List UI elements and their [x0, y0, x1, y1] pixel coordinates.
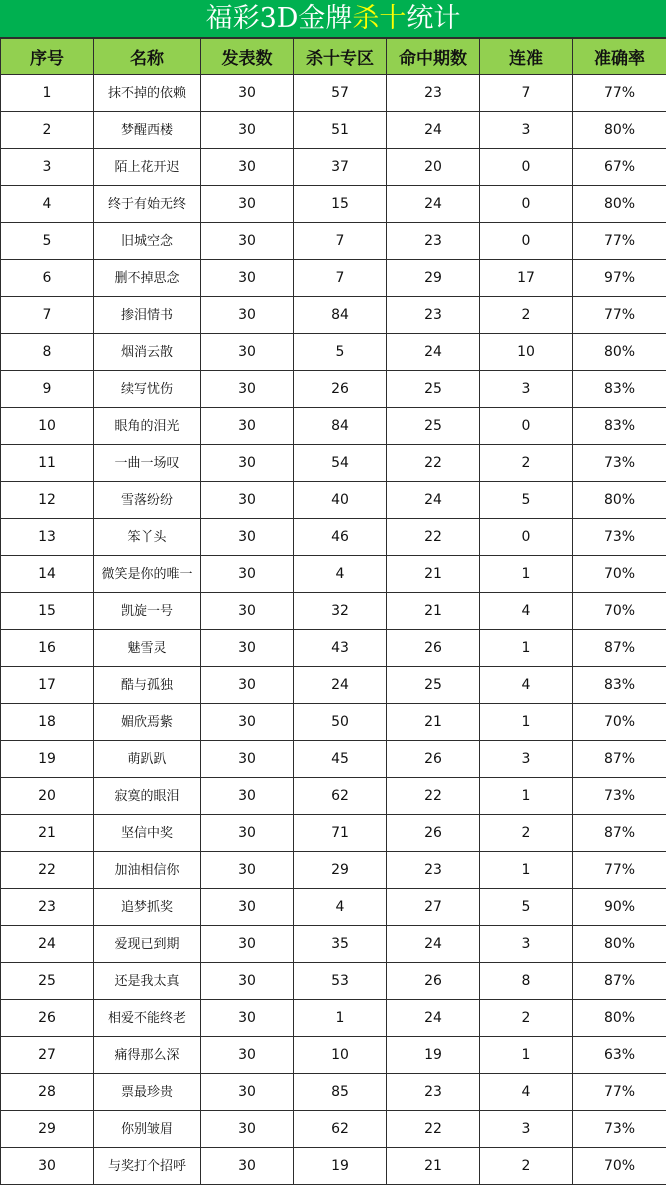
cell-hits: 19 [387, 1037, 480, 1074]
table-row [1, 149, 666, 186]
cell-streak: 17 [480, 260, 573, 297]
cell-accuracy: 80% [573, 186, 666, 223]
header-posts: 发表数 [201, 39, 294, 75]
table-row [1, 741, 666, 778]
cell-posts: 30 [201, 1074, 294, 1111]
table-row [1, 630, 666, 667]
cell-index: 26 [1, 1000, 94, 1037]
cell-posts: 30 [201, 519, 294, 556]
cell-index: 11 [1, 445, 94, 482]
cell-index: 6 [1, 260, 94, 297]
cell-kill-ten: 15 [294, 186, 387, 223]
cell-posts: 30 [201, 482, 294, 519]
cell-kill-ten: 71 [294, 815, 387, 852]
table-row [1, 1148, 666, 1185]
cell-streak: 2 [480, 297, 573, 334]
table-row [1, 815, 666, 852]
cell-accuracy: 63% [573, 1037, 666, 1074]
cell-accuracy: 87% [573, 815, 666, 852]
cell-streak: 1 [480, 704, 573, 741]
cell-accuracy: 70% [573, 704, 666, 741]
cell-name: 坚信中奖 [94, 815, 201, 852]
cell-index: 25 [1, 963, 94, 1000]
cell-index: 4 [1, 186, 94, 223]
cell-accuracy: 80% [573, 926, 666, 963]
cell-streak: 4 [480, 667, 573, 704]
cell-streak: 4 [480, 593, 573, 630]
cell-name: 萌趴趴 [94, 741, 201, 778]
cell-accuracy: 97% [573, 260, 666, 297]
cell-accuracy: 77% [573, 223, 666, 260]
cell-kill-ten: 54 [294, 445, 387, 482]
cell-accuracy: 67% [573, 149, 666, 186]
cell-hits: 22 [387, 1111, 480, 1148]
cell-kill-ten: 32 [294, 593, 387, 630]
cell-index: 16 [1, 630, 94, 667]
cell-streak: 3 [480, 1111, 573, 1148]
cell-posts: 30 [201, 149, 294, 186]
cell-posts: 30 [201, 926, 294, 963]
cell-streak: 2 [480, 1148, 573, 1185]
cell-kill-ten: 62 [294, 1111, 387, 1148]
cell-posts: 30 [201, 815, 294, 852]
cell-name: 删不掉思念 [94, 260, 201, 297]
cell-index: 23 [1, 889, 94, 926]
cell-kill-ten: 7 [294, 260, 387, 297]
cell-posts: 30 [201, 186, 294, 223]
cell-index: 7 [1, 297, 94, 334]
cell-name: 媚欣焉紫 [94, 704, 201, 741]
cell-posts: 30 [201, 1111, 294, 1148]
cell-streak: 0 [480, 149, 573, 186]
cell-index: 20 [1, 778, 94, 815]
table-row [1, 963, 666, 1000]
cell-streak: 8 [480, 963, 573, 1000]
cell-index: 17 [1, 667, 94, 704]
cell-name: 掺泪情书 [94, 297, 201, 334]
table-row [1, 408, 666, 445]
cell-kill-ten: 84 [294, 408, 387, 445]
cell-name: 追梦抓奖 [94, 889, 201, 926]
cell-posts: 30 [201, 112, 294, 149]
table-row [1, 297, 666, 334]
table-title [0, 0, 666, 38]
cell-posts: 30 [201, 223, 294, 260]
cell-posts: 30 [201, 889, 294, 926]
cell-streak: 2 [480, 445, 573, 482]
cell-kill-ten: 53 [294, 963, 387, 1000]
cell-streak: 7 [480, 75, 573, 112]
cell-index: 29 [1, 1111, 94, 1148]
cell-posts: 30 [201, 704, 294, 741]
cell-accuracy: 80% [573, 334, 666, 371]
cell-index: 13 [1, 519, 94, 556]
table-row [1, 371, 666, 408]
cell-hits: 25 [387, 371, 480, 408]
cell-posts: 30 [201, 297, 294, 334]
table-row [1, 112, 666, 149]
cell-hits: 23 [387, 852, 480, 889]
cell-streak: 4 [480, 1074, 573, 1111]
header-streak: 连准 [480, 39, 573, 75]
cell-index: 21 [1, 815, 94, 852]
cell-hits: 29 [387, 260, 480, 297]
cell-streak: 2 [480, 815, 573, 852]
cell-hits: 24 [387, 334, 480, 371]
cell-streak: 0 [480, 223, 573, 260]
cell-name: 微笑是你的唯一 [94, 556, 201, 593]
cell-posts: 30 [201, 741, 294, 778]
cell-index: 1 [1, 75, 94, 112]
cell-accuracy: 80% [573, 112, 666, 149]
cell-hits: 22 [387, 445, 480, 482]
cell-kill-ten: 51 [294, 112, 387, 149]
stats-table [0, 38, 666, 1185]
cell-kill-ten: 57 [294, 75, 387, 112]
cell-index: 9 [1, 371, 94, 408]
cell-hits: 24 [387, 482, 480, 519]
cell-accuracy: 70% [573, 556, 666, 593]
cell-hits: 22 [387, 519, 480, 556]
cell-kill-ten: 46 [294, 519, 387, 556]
cell-hits: 21 [387, 593, 480, 630]
cell-kill-ten: 19 [294, 1148, 387, 1185]
cell-name: 陌上花开迟 [94, 149, 201, 186]
cell-accuracy: 70% [573, 1148, 666, 1185]
cell-name: 凯旋一号 [94, 593, 201, 630]
cell-streak: 3 [480, 371, 573, 408]
table-row [1, 1111, 666, 1148]
cell-accuracy: 83% [573, 408, 666, 445]
cell-kill-ten: 45 [294, 741, 387, 778]
cell-name: 烟消云散 [94, 334, 201, 371]
cell-streak: 3 [480, 112, 573, 149]
cell-streak: 3 [480, 741, 573, 778]
cell-posts: 30 [201, 963, 294, 1000]
cell-posts: 30 [201, 260, 294, 297]
cell-posts: 30 [201, 778, 294, 815]
cell-accuracy: 80% [573, 1000, 666, 1037]
cell-posts: 30 [201, 371, 294, 408]
cell-index: 2 [1, 112, 94, 149]
cell-accuracy: 90% [573, 889, 666, 926]
cell-accuracy: 77% [573, 1074, 666, 1111]
table-row [1, 1037, 666, 1074]
cell-accuracy: 70% [573, 593, 666, 630]
cell-name: 票最珍贵 [94, 1074, 201, 1111]
cell-name: 抹不掉的依赖 [94, 75, 201, 112]
cell-posts: 30 [201, 667, 294, 704]
cell-posts: 30 [201, 75, 294, 112]
title-highlight: 杀十 [352, 3, 407, 34]
cell-posts: 30 [201, 852, 294, 889]
cell-accuracy: 77% [573, 297, 666, 334]
cell-hits: 25 [387, 408, 480, 445]
cell-hits: 26 [387, 815, 480, 852]
cell-kill-ten: 29 [294, 852, 387, 889]
header-hits: 命中期数 [387, 39, 480, 75]
cell-streak: 0 [480, 519, 573, 556]
cell-hits: 21 [387, 704, 480, 741]
cell-kill-ten: 1 [294, 1000, 387, 1037]
cell-accuracy: 80% [573, 482, 666, 519]
cell-accuracy: 87% [573, 630, 666, 667]
cell-index: 5 [1, 223, 94, 260]
cell-kill-ten: 43 [294, 630, 387, 667]
cell-name: 眼角的泪光 [94, 408, 201, 445]
cell-name: 加油相信你 [94, 852, 201, 889]
cell-posts: 30 [201, 593, 294, 630]
cell-streak: 1 [480, 1037, 573, 1074]
cell-streak: 5 [480, 482, 573, 519]
cell-name: 一曲一场叹 [94, 445, 201, 482]
cell-posts: 30 [201, 334, 294, 371]
cell-name: 还是我太真 [94, 963, 201, 1000]
cell-posts: 30 [201, 408, 294, 445]
cell-accuracy: 83% [573, 667, 666, 704]
table-row [1, 778, 666, 815]
cell-name: 笨丫头 [94, 519, 201, 556]
cell-streak: 1 [480, 630, 573, 667]
header-kill-ten: 杀十专区 [294, 39, 387, 75]
table-row [1, 704, 666, 741]
cell-streak: 2 [480, 1000, 573, 1037]
table-row [1, 556, 666, 593]
table-row [1, 593, 666, 630]
cell-kill-ten: 26 [294, 371, 387, 408]
cell-index: 3 [1, 149, 94, 186]
cell-streak: 3 [480, 926, 573, 963]
table-body [1, 75, 666, 1185]
cell-posts: 30 [201, 1000, 294, 1037]
cell-kill-ten: 50 [294, 704, 387, 741]
table-row [1, 519, 666, 556]
table-row [1, 1074, 666, 1111]
table-row [1, 1000, 666, 1037]
cell-kill-ten: 85 [294, 1074, 387, 1111]
cell-hits: 21 [387, 1148, 480, 1185]
cell-kill-ten: 7 [294, 223, 387, 260]
cell-index: 10 [1, 408, 94, 445]
cell-kill-ten: 35 [294, 926, 387, 963]
cell-index: 22 [1, 852, 94, 889]
cell-hits: 24 [387, 926, 480, 963]
cell-posts: 30 [201, 1037, 294, 1074]
cell-posts: 30 [201, 445, 294, 482]
table-row [1, 445, 666, 482]
cell-accuracy: 77% [573, 75, 666, 112]
cell-index: 15 [1, 593, 94, 630]
cell-name: 爱现已到期 [94, 926, 201, 963]
table-row [1, 75, 666, 112]
cell-hits: 23 [387, 1074, 480, 1111]
cell-kill-ten: 24 [294, 667, 387, 704]
cell-index: 28 [1, 1074, 94, 1111]
title-text: 福彩3D金牌 [205, 3, 353, 34]
header-row [1, 39, 666, 75]
cell-hits: 23 [387, 297, 480, 334]
cell-name: 续写忧伤 [94, 371, 201, 408]
cell-index: 19 [1, 741, 94, 778]
header-index: 序号 [1, 39, 94, 75]
cell-posts: 30 [201, 556, 294, 593]
cell-name: 旧城空念 [94, 223, 201, 260]
cell-hits: 27 [387, 889, 480, 926]
cell-index: 27 [1, 1037, 94, 1074]
header-name: 名称 [94, 39, 201, 75]
cell-name: 雪落纷纷 [94, 482, 201, 519]
cell-accuracy: 73% [573, 1111, 666, 1148]
table-row [1, 334, 666, 371]
cell-accuracy: 73% [573, 445, 666, 482]
cell-hits: 23 [387, 223, 480, 260]
cell-kill-ten: 37 [294, 149, 387, 186]
cell-name: 你别皱眉 [94, 1111, 201, 1148]
table-row [1, 889, 666, 926]
cell-name: 梦醒西楼 [94, 112, 201, 149]
cell-hits: 24 [387, 1000, 480, 1037]
cell-kill-ten: 40 [294, 482, 387, 519]
cell-name: 与奖打个招呼 [94, 1148, 201, 1185]
cell-hits: 25 [387, 667, 480, 704]
cell-index: 14 [1, 556, 94, 593]
table-row [1, 260, 666, 297]
cell-kill-ten: 4 [294, 556, 387, 593]
cell-index: 8 [1, 334, 94, 371]
cell-index: 18 [1, 704, 94, 741]
cell-kill-ten: 10 [294, 1037, 387, 1074]
cell-streak: 1 [480, 556, 573, 593]
cell-hits: 21 [387, 556, 480, 593]
table-row [1, 926, 666, 963]
cell-kill-ten: 5 [294, 334, 387, 371]
cell-index: 30 [1, 1148, 94, 1185]
cell-streak: 5 [480, 889, 573, 926]
cell-hits: 26 [387, 630, 480, 667]
cell-hits: 22 [387, 778, 480, 815]
cell-posts: 30 [201, 1148, 294, 1185]
cell-accuracy: 73% [573, 519, 666, 556]
header-accuracy: 准确率 [573, 39, 666, 75]
cell-name: 寂寞的眼泪 [94, 778, 201, 815]
table-row [1, 852, 666, 889]
table-row [1, 667, 666, 704]
cell-accuracy: 87% [573, 963, 666, 1000]
cell-name: 终于有始无终 [94, 186, 201, 223]
cell-streak: 1 [480, 778, 573, 815]
title-text-end: 统计 [406, 3, 461, 34]
table-row [1, 186, 666, 223]
cell-hits: 24 [387, 112, 480, 149]
cell-kill-ten: 4 [294, 889, 387, 926]
cell-accuracy: 83% [573, 371, 666, 408]
cell-streak: 0 [480, 186, 573, 223]
table-row [1, 482, 666, 519]
cell-hits: 26 [387, 741, 480, 778]
cell-streak: 10 [480, 334, 573, 371]
cell-hits: 20 [387, 149, 480, 186]
cell-name: 相爱不能终老 [94, 1000, 201, 1037]
cell-index: 12 [1, 482, 94, 519]
cell-streak: 0 [480, 408, 573, 445]
cell-name: 酷与孤独 [94, 667, 201, 704]
cell-kill-ten: 62 [294, 778, 387, 815]
cell-name: 痛得那么深 [94, 1037, 201, 1074]
cell-accuracy: 77% [573, 852, 666, 889]
cell-posts: 30 [201, 630, 294, 667]
cell-name: 魅雪灵 [94, 630, 201, 667]
cell-streak: 1 [480, 852, 573, 889]
cell-kill-ten: 84 [294, 297, 387, 334]
cell-hits: 23 [387, 75, 480, 112]
cell-accuracy: 87% [573, 741, 666, 778]
table-row [1, 223, 666, 260]
cell-index: 24 [1, 926, 94, 963]
cell-hits: 26 [387, 963, 480, 1000]
cell-hits: 24 [387, 186, 480, 223]
cell-accuracy: 73% [573, 778, 666, 815]
